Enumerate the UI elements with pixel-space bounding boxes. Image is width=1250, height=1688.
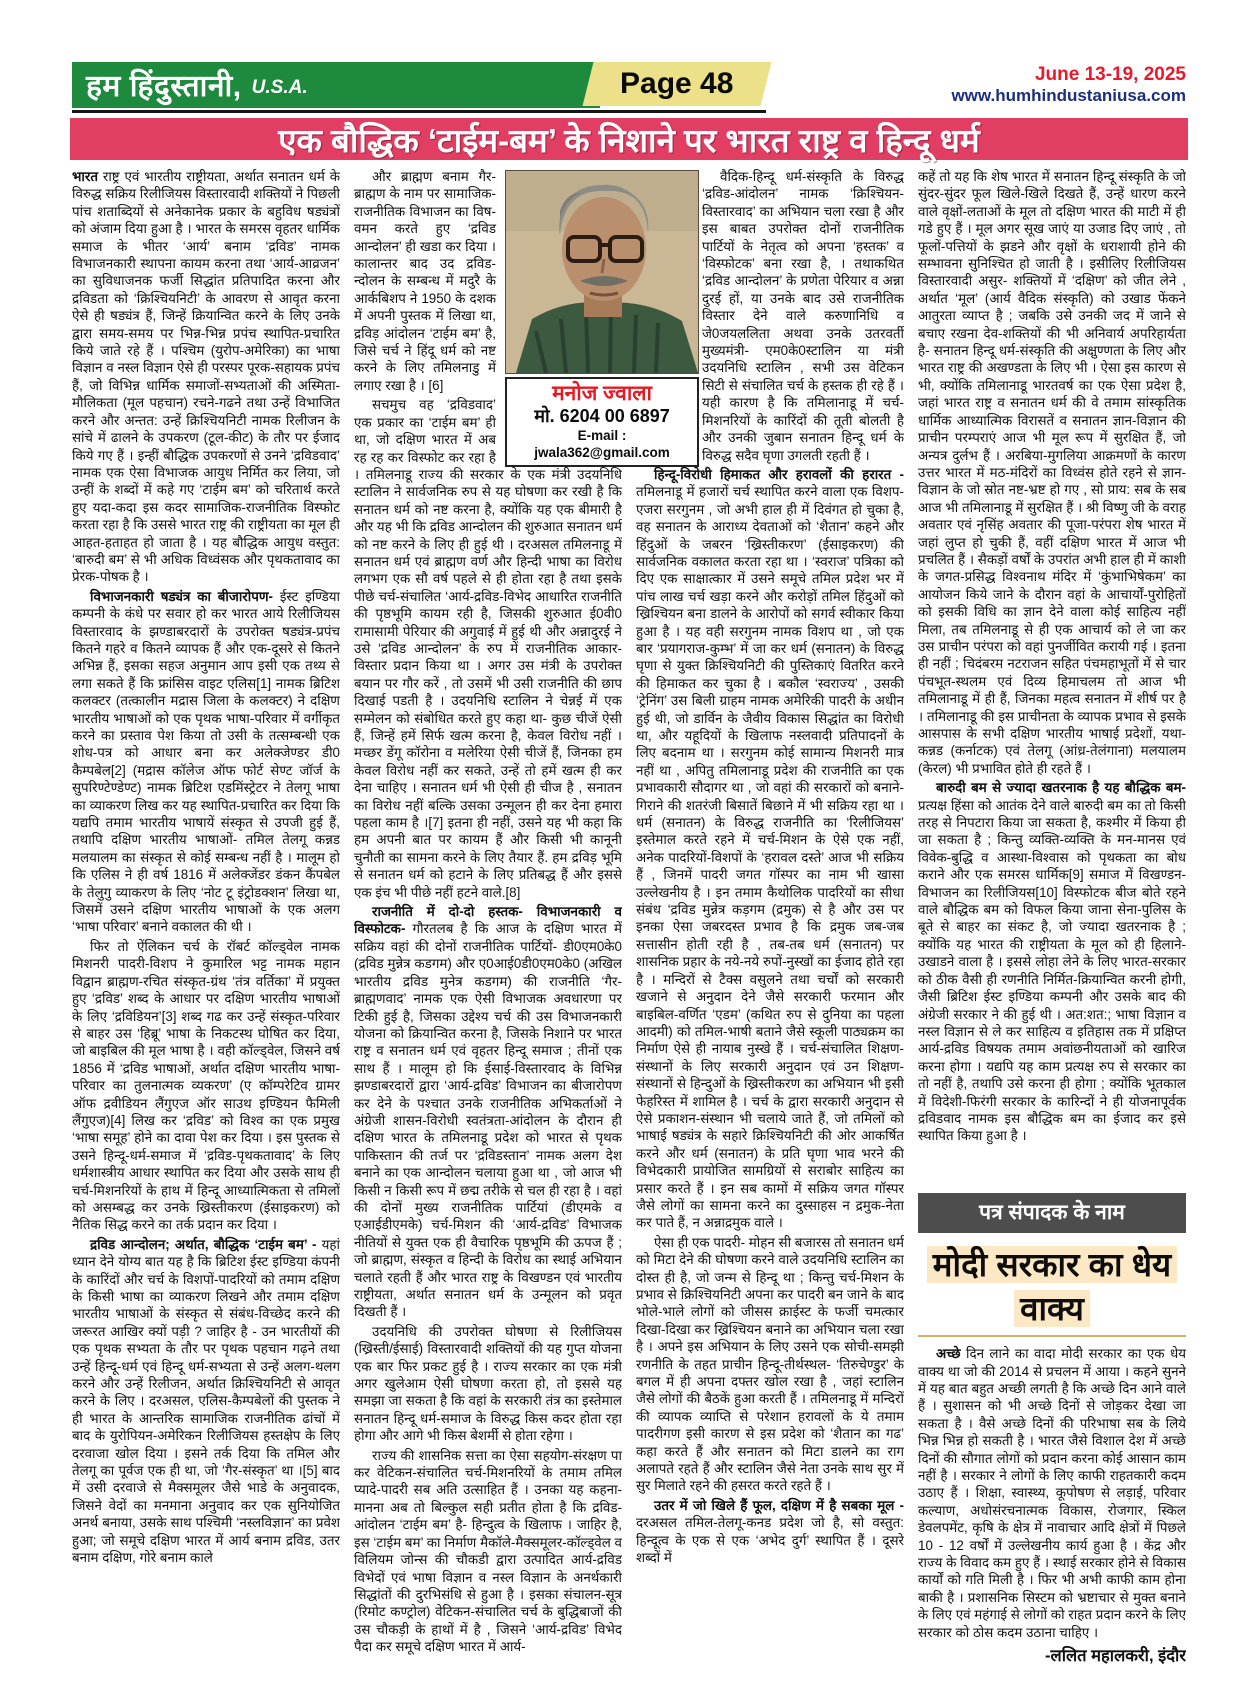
article-paragraph: बारुदी बम से ज्यादा खतरनाक है यह बौद्धिक बम- प्रत्यक्ष हिंसा को आतंक देने वाले बारुदी बम का तो किसी तरह से निपटारा किया जा सकता है, कश्मीर में किया ही जा सकता है ; किन्तु व्यक्ति-व्यक्ति के मन-मानस एवं विवेक-बुद्धि व आस्था-विश्वास को पृथकता का बोध कराने और एक समरस धार्मिक[9] समाज में विखण्डन-विभाजन का रिलीजियस[10] विस्फोटक बीज बोते रहने वाले बौद्धिक बम को विफल किया जाना सेना-पुलिस के बूते से बाहर का संकट है, जो ज्यादा खतरनाक है ; क्योंकि यह भारत की राष्ट्रीयता के मूल को ही हिलाने-उखाडने वाला है । इससे लोहा लेने के लिए भारत-सरकार को ठीक वैसी ही रणनीति निर्मित-क्रियान्वित करनी होगी, जैसी ब्रिटिश ईस्ट इण्डिया कम्पनी और उसके बाद की अंग्रेजी सरकार ने की हुई थी । अत:शत:; भाषा विज्ञान व नस्ल विज्ञान से ले कर साहित्य व इतिहास तक में प्रक्षिप्त आर्य-द्रविड विषयक तमाम अवांछनीयताओं को खारिज करना होगा । यद्यपि यह काम प्रत्यक्ष रुप से सरकार का तो नहीं है, तथापि उसे करना ही होगा ; क्योंकि भूतकाल में विदेशी-फिरंगी सरकार के कारिन्दों ने ही योजनापूर्वक द्रविडवाद नामक इस बौद्धिक बम का ईजाद कर इसे स्थापित किया हुआ है । xyxy=(918,780,1186,1144)
article-paragraph: राजनीति में दो-दो हस्तक- विभाजनकारी व विस्फोटक- गौरतलब है कि आज के दक्षिण भारत में सक्रिय वहां की दोनों राजनीतिक पार्टियों- डी0एम0के0 (द्रविड मुन्नेत्र कडगम) और ए0आई0डी0एम0के0 (अखिल भारतीय द्रविड मुनेत्र कडगम) की राजनीति ‘गैर-ब्राह्मणवाद’ नामक एक ऐसी विभाजक अवधारणा पर टिकी हुई है, जिसका उद्देश्य चर्च की उस विभाजनकारी योजना को क्रियान्वित करना है, जिसके निशाने पर भारत राष्ट्र व सनातन धर्म एवं वृहतर हिन्दू समाज ; तीनों एक साथ हैं । मालूम हो कि ईसाई-विस्तारवाद के विभिन्न झण्डाबरदारों द्वारा ‘आर्य-द्रविड’ विभाजन का बीजारोपण कर देने के पश्चात उनके राजनीतिक अभिकर्ताओं ने अंग्रेजी शासन-विरोधी स्वतंत्रता-आंदोलन के दौरान ही दक्षिण भारत के तमिलनाडू प्रदेश को भारत से पृथक पाकिस्तान की तर्ज पर ‘द्रविडस्तान’ नामक अलग देश बनाने का एक आन्दोलन चलाया हुआ था , जो आज भी किसी न किसी रूप में छद्म तरीके से चल ही रहा है । वहां की दोनों मुख्य राजनीतिक पार्टियां (डीएमके व एआईडीएमके) चर्च-मिशन की ‘आर्य-द्रविड’ विभाजक नीतियों से युक्त एक ही वैचारिक पृष्ठभूमि की ऊपज हैं ; जो ब्राह्मण, संस्कृत व हिन्दी के विरोध का स्थाई अभियान चलाते रहती हैं और भारत राष्ट्र के विखण्डन एवं भारतीय राष्ट्रीयता, अर्थात सनातन धर्म के उन्मूलन को प्रवृत दिखती हैं । xyxy=(354,904,622,1320)
page-number-tab xyxy=(583,62,772,106)
article-paragraph: राज्य की शासनिक सत्ता का ऐसा सहयोग-संरक्षण पा कर वेटिकन-संचालित चर्च-मिशनरियों के तमाम तमिल प्यादे-पादरी सब अति उत्साहित हैं । उनका यह कहना-मानना अब तो बिल्कुल सही प्रतीत होता है कि द्रविड-आंदोलन ‘टाईम बम’ है- हिन्दुत्व के खिलाफ । जाहिर है, इस ‘टाईम बम’ का निर्माण मैकॉले-मैक्समूलर-कॉल्ड्वेल व विलियम जोन्स की चौकडी द्वारा उत्पादित आर्य-द्रविड विभेदों एवं भाषा विज्ञान व नस्ल विज्ञान के अनर्थकारी सिद्धांतों की दुरभिसंधि से हुआ है । इसका संचालन-सूत्र (रिमोट कण्ट्रोल) वेटिकन-संचालित चर्च के बुद्धिबाजों की उस चौकड़ी के हाथों में है , जिसने ‘आर्य-द्रविड’ विभेद पैदा कर समूचे दक्षिण भारत में आर्य- xyxy=(354,1447,622,1655)
masthead xyxy=(72,62,600,108)
headline-band xyxy=(70,118,1188,160)
photo-caption xyxy=(505,377,699,467)
article-paragraph: उदयनिधि की उपरोक्त घोषणा से रिलीजियस (ख्रिस्ती/ईसाई) विस्तारवादी शक्तियों की यह गुप्त योजना एक बार फिर प्रकट हुई है । राज्य सरकार का एक मंत्री अगर खुलेआम ऐसी घोषणा करता हो, तो इससे यह समझा जा सकता है कि वहां के सरकारी तंत्र का इस्तेमाल सनातन हिन्दू धर्म-समाज के विरुद्ध किस कदर होता रहा होगा और आगे भी किस बेशर्मी से होता रहेगा । xyxy=(354,1323,622,1444)
article-paragraph: विभाजनकारी षड्यंत्र का बीजारोपण- ईस्ट इण्डिया कम्पनी के कंधे पर सवार हो कर भारत आये रिलीजियस विस्तारवाद के झण्डाबरदारों के उपरोक्त षड्यंत्र-प्रपंच कितने गहरे व कितने व्यापक हैं और एक-दूसरे से कितने अभिन्न हैं, इसका सहज अनुमान आप इसी एक तथ्य से लगा सकते हैं कि फ्रांसिस वाइट एलिस[1] नामक ब्रिटिश कलक्टर (तत्कालीन मद्रास जिला के कलक्टर) ने दक्षिण भारतीय भाषाओं को एक पृथक भाषा-परिवार में वर्गीकृत करने का प्रस्ताव पेश किया तो उसी के तत्सम्बन्धी एक शोध-पत्र को आधार बना कर अलेक्जेण्डर डी0 कैम्पबेल[2] (मद्रास कॉलेज ऑफ फोर्ट सेण्ट जॉर्ज के सुपरिण्टेण्डेण्ट) नामक ब्रिटिश एडमिंस्ट्रेटर ने तेलगू भाषा का व्याकरण लिख कर यह स्थापित-प्रचारित कर दिया कि यद्यपि तमाम भारतीय भाषायें संस्कृत से उपजी हुई हैं, तथापि दक्षिण भारतीय भाषाओं- तमिल तेलगू कन्नड मलयालम का संस्कृत से कोई सम्बन्ध नहीं है । मालूम हो कि एलिस ने ही वर्ष 1816 में अलेक्जेंडर डंकन कैंपबेल के तेलुगु व्याकरण के लिए ‘नोट टू इंट्रोडक्शन’ लिखा था, जिसमें उसने दक्षिण भारतीय भाषाओं के एक अलग ‘भाषा परिवार’ बनाने वकालत की थी । xyxy=(72,588,340,935)
article-body xyxy=(72,168,1186,1666)
article-paragraph: और ब्राह्मण बनाम गैर-ब्राह्मण के नाम पर सामाजिक-राजनीतिक विभाजन का विष-वमन करते हुए ‘द्रविड आन्दोलन’ ही खडा कर दिया । कालान्तर बाद उद द्रविड-न्दोलन के सम्बन्ध में मदुरै के आर्कबिशप ने 1950 के दशक में अपनी पुस्तक में लिखा था, द्रविड़ आंदोलन ‘टाईम बम’ है, जिसे चर्च ने हिंदू धर्म को नष्ट करने के लिए तमिलनाडु में लगाए रखा है । [6] xyxy=(354,169,496,393)
issue-info xyxy=(766,62,1186,105)
article-paragraph: सचमुच वह ‘द्रविडवाद’ एक प्रकार का ‘टाईम बम’ ही था, जो दक्षिण भारत में अब रह रह कर विस्फोट कर रहा है । तमिलनाडू राज्य की सरकार के एक मंत्री उदयनिधि स्टालिन ने सार्वजनिक रुप से यह घोषणा कर रखी है कि सनातन धर्म को नष्ट करना है, क्योंकि यह एक बीमारी है और यह भी कि द्रविड आन्दोलन की शुरुआत सनातन धर्म को नष्ट करने के लिए ही हुई थी । दरअसल तमिलनाडू में सनातन धर्म एवं ब्राह्मण वर्ण और हिन्दी भाषा का विरोध लगभग एक सौ वर्ष पहले से ही होता रहा है तथा इसके पीछे चर्च-संचालित ‘आर्य-द्रविड-विभेद आधारित राजनीति की पृष्ठभूमि कायम रही है, जिसकी शुरुआत ई0वी0 रामासामी पेरियार की अगुवाई में हुई थी और अन्नादुरई ने उसे ‘द्रविड आन्दोलन’ के रुप में राजनीतिक आकार-विस्तार प्रदान किया था । अगर उस मंत्री के उपरोक्त बयान पर गौर करें , तो उसमें भी उसी राजनीति की छाप दिखाई पडती है । उदयनिधि स्टालिन ने चेन्नई में एक सम्मेलन को संबोधित करते हुए कहा था- कुछ चीजें ऐसी हैं, जिन्हें हमें सिर्फ खत्म करना है, केवल विरोध नहीं । मच्छर डेंगू कॉरोना व मलेरिया ऐसी चीजें हैं, जिनका हम केवल विरोध नहीं कर सकते, उन्हें तो हमें खत्म ही कर देना चाहिए । सनातन धर्म भी ऐसी ही चीज है , सनातन का विरोध नहीं बल्कि उसका उन्मूलन ही कर देना हमारा पहला काम है ।[7] इतना ही नहीं, उसने यह भी कहा कि हम अपनी बात पर कायम हैं और किसी भी कानूनी चुनौती का सामना करने के लिए तैयार हैं. हम द्रविड़ भूमि से सनातन धर्म को हटाने के लिए प्रतिबद्ध हैं और इससे एक इंच भी पीछे नहीं हटने वाले.[8] xyxy=(354,397,622,900)
article-paragraph: फिर तो ऐंलिकन चर्च के रॉबर्ट कॉल्ड्वेल नामक मिशनरी पादरी-विशप ने कुमारिल भट्ट नामक महान विद्वान ब्राह्मण-रचित संस्कृत-ग्रंथ ‘तंत्र वर्तिका’ में प्रयुक्त हुए ‘द्रविड’ शब्द के आधार पर दक्षिण भारतीय भाषाओं के लिए ‘द्रविडियन’[3] शब्द गढ कर उन्हें संस्कृत-परिवार से बाहर उस ‘हिब्रू’ भाषा के निकटस्थ घोषित कर दिया, जो बाइबिल की मूल भाषा है । वही कॉल्ड्वेल, जिसने वर्ष 1856 में ‘द्रविड भाषाओं, अर्थात दक्षिण भारतीय भाषा-परिवार का तुलनात्मक व्यकरण’ (ए कॉम्परेटिव ग्रामर ऑफ द्रवीडियन लैंगुएज ऑर साउथ इण्डियन फैमिली लैंगुएज)[4] लिख कर ‘द्रविड’ को विश्व का एक प्रमुख ‘भाषा समूह’ होने का दावा पेश कर दिया । इस पुस्तक से उसने हिन्दू-धर्म-समाज में ‘द्रविड-पृथकतावाद’ के लिए धर्मशास्त्रीय आधार स्थापित कर दिया और उसके साथ ही चर्च-मिशनरियों के हाथ में हिन्दू आध्यात्मिकता से तमिलों को असम्बद्ध कर उनके ख्रिस्तीकरण (ईसाइकरण) को नैतिक सिद्ध करने का तर्क प्रदान कर दिया । xyxy=(72,938,340,1233)
letter-title: मोदी सरकार का धेय वाक्य xyxy=(918,1243,1186,1337)
article-paragraph: हिन्दू-विरोधी हिमाकत और हरावलों की हरारत - तमिलनाडू में हजारों चर्च स्थापित करने वाला एक विशप- एजरा सरगुनम , जो अभी हाल ही में दिवंगत हो चुका है, वह सनातन के आराध्य देवताओं को ‘शैतान’ कहने और हिंदुओं के जबरन ‘ख्रिस्तीकरण’ (ईसाइकरण) की सार्वजनिक वकालत करता रहा था । ‘स्वराज’ पत्रिका को दिए एक साक्षात्कार में उसने समूचे तमिल प्रदेश भर में पांच लाख चर्च खड़ा करने और करोड़ों तमिल हिंदुओं को ख्रिश्चियन बना डालने के आरोपों को सगर्व स्वीकार किया हुआ है । यह वही सरगुनम नामक विशप था , जो एक बार ‘प्रयागराज-कुम्भ’ में जा कर धर्म (सनातन) के विरुद्ध घृणा से युक्त क्रिश्चियनिटी की पुस्तिकाएं वितरित करने की हिमाकत कर चुका है । बकौल ‘स्वराज्य’ , उसकी ‘ट्रेनिंग’ उस बिली ग्राहम नामक अमेरिकी पादरी के अधीन हुई थी, जो डार्विन के जैवीय विकास सिद्धांत का विरोधी था, और यहूदियों के खिलाफ नस्लवादी प्रतिपादनों के लिए बदनाम था । सरगुनम कोई सामान्य मिशनरी मात्र नहीं था , अपितु तमिलानाडू प्रदेश की राजनीति का एक प्रभावकारी सौदागर था , जो वहां की सरकारों को बनाने-गिराने की शतरंजी बिसातें बिछाने में भी सक्रिय रहा था । धर्म (सनातन) के विरुद्ध राजनीति का ‘रिलीजियस’ इस्तेमाल करते रहने में चर्च-मिशन के ऐसे एक नहीं, अनेक पादरियों-विशपों के ‘हरावल दस्ते’ आज भी सक्रिय हैं , जिनमें पादरी जगत गॉस्पर का नाम भी खासा उल्लेखनीय है । इन तमाम कैथोलिक पादरियों का सीधा संबंध ‘द्रविड मुन्नेत्र कड़गम (द्रमुक) से है और उस पर इनका ऐसा जबरदस्त प्रभाव है कि द्रमुक जब-जब सत्तासीन होती रही है , तब-तब धर्म (सनातन) पर शासनिक प्रहार के नये-नये रुपों-नुस्खों का ईजाद होते रहा है । मन्दिरों से टैक्स वसुलने तथा चर्चों को सरकारी खजाने से अनुदान देने जैसे सरकारी फरमान और बाइबिल-वर्णित ‘एडम’ (कथित रुप से दुनिया का पहला आदमी) को तमिल-भाषी बताने जैसे स्कूली पाठ्यक्रम का निर्माण ऐसे ही नायाब नुस्खे हैं । चर्च-संचालित शिक्षण-संस्थानों के लिए सरकारी अनुदान एवं उन शिक्षण-संस्थानों से हिन्दुओं के ख्रिस्तीकरण का अभियान भी इसी फेहरिस्त में शामिल है । चर्च के द्वारा सरकारी अनुदान से ऐसे प्रकाशन-संस्थान भी चलाये जाते हैं, जो तमिलों को भाषाई षड्यंत्र के सहारे क्रिश्चियनिटी की ओर आकर्षित करने और धर्म (सनातन) के प्रति घृणा भाव भरने की विभेदकारी प्रायोजित सामग्रियों से सराबोर साहित्य का प्रसार करते हैं । इन सब कामों में सक्रिय जगत गॉस्पर जैसे लोगों का सामना करने का दुस्साहस न द्रमुक-नेता कर पाते हैं, न अन्नाद्रमुक वाले । xyxy=(636,466,904,1231)
article-column-4-text xyxy=(918,168,1186,1147)
masthead-group xyxy=(72,62,766,113)
letter-signature: -ललित महालकरी, इंदौर xyxy=(1045,1647,1186,1665)
website-url: www.humhindustaniusa.com xyxy=(951,85,1186,105)
article-paragraph: उतर में जो खिले हैं फूल, दक्षिण में है सबका मूल - दरअसल तमिल-तेलगू-कनड प्रदेश जो है, सो वस्तुत: हिन्दूत्व के एक से एक ‘अभेद दुर्ग’ स्थापित हैं । दूसरे शब्दों में xyxy=(636,1497,904,1566)
page-header xyxy=(72,62,1186,114)
letters-section-label: पत्र संपादक के नाम xyxy=(918,1193,1186,1233)
article-column-1 xyxy=(72,168,340,1666)
author-phone: मो. 6204 00 6897 xyxy=(534,406,670,426)
article-paragraph: वैदिक-हिन्दू धर्म-संस्कृति के विरुद्ध ‘द्रविड-आंदोलन’ नामक ‘क्रिश्चियन-विस्तारवाद’ का अभियान चला रखा है और इस बाबत उपरोक्त दोनों राजनीतिक पार्टियों के नेतृत्व को अपना ‘हस्तक’ व ‘विस्फोटक’ बना रखा है, । तथाकथित ‘द्रविड आन्दोलन’ के प्रणेता पेरियार व अन्ना दुरई हों, या उनके बाद उसे राजनीतिक विस्तार देने वाले करुणानिधि व जे0जयललिता अथवा उनके उतरवर्ती मुख्यमंत्री- एम0के0स्टालिन या मंत्री उदयनिधि स्टालिन , सभी उस वेटिकन सिटी से संचालित चर्च के हस्तक ही रहे हैं । यही कारण है कि तमिलानाडू में चर्च-मिशनरियों के कारिंदों की तूती बोलती है और उनकी जुबान सनातन हिन्दू धर्म के विरुद्ध सदैव घृणा उगलती रहती हैं । xyxy=(702,169,904,463)
letter-body: अच्छे दिन लाने का वादा मोदी सरकार का एक धेय वाक्य था जो की 2014 से प्रचलन में आया । कहने सुनने में यह बात बहुत अच्छी लगती है कि अच्छे दिन आने वाले हैं । सुशासन को भी अच्छे दिनों से जोड़कर देखा जा सकता है । वैसे अच्छे दिनों की परिभाषा सब के लिये भिन्न भिन्न हो सकती है । भारत जैसे विशाल देश में अच्छे दिनों की सौगात लोगों को प्रदान करना कोई आसान काम नहीं है । सरकार ने लोगों के लिए काफी राहतकारी कदम उठाए हैं । शिक्षा, स्वास्थ्य, कूपोषण से लड़ाई, परिवार कल्याण, अधोसंरचनात्मक विकास, रोजगार, स्किल डेवलपमेंट, कृषि के क्षेत्र में नावाचार आदि क्षेत्रों में पिछले 10 - 12 वर्षों में उल्लेखनीय कार्य हुआ है । केंद्र और राज्य के विवाद कम हुए हैं । स्थाई सरकार होने से विकास कार्यों को गति मिली है । फिर भी अभी काफी काम होना बाकी है । प्रशासनिक सिस्टम को भ्रष्टाचार से मुक्त बनाने के लिए एवं महंगाई से लोगों को राहत प्रदान करने के लिए सरकार को ठोस कदम उठाना चाहिए । xyxy=(918,1346,1186,1640)
article-paragraph: द्रविड आन्दोलन; अर्थात, बौद्धिक ‘टाईम बम’ - यहां ध्यान देने योग्य बात यह है कि ब्रिटिश ईस्ट इण्डिया कंपनी के कारिंदों और चर्च के विशपों-पादरियों को तमाम दक्षिण के किसी भाषा का व्याकरण लिखने और तमाम दक्षिण भारतीय भाषाओं के संस्कृत से संबंध-विच्छेद करने की जरूरत आखिर क्यों पड़ी ? जाहिर है - उन भारतीयों की एक पृथक सभ्यता के तौर पर पृथक पहचान गढ़ने तथा उन्हें हिन्दू-धर्म एवं हिन्दू धर्म-सभ्यता से उन्हें अलग-थलग करने और उन्हें रिलीजन, अर्थात क्रिश्चियनिटी से आवृत करने के लिए । दरअसल, एलिस-कैम्पबेलों की पुस्तक ने ही भारत के आन्तरिक सामाजिक राजनीतिक ढांचों में बाद के युरोपियन-अमेरिकन रिलीजियस हस्तक्षेप के लिए दरवाजा खोल दिया । इसने तर्क दिया कि तमिल और तेलगू का पूर्वज एक ही था, जो ‘गैर-संस्कृत’ था ।[5] बाद में उसी दरवाजे से मैक्समूलर जैसे भाडे के अनुवादक, जिसने वेदों का मनमाना अनुवाद कर एक सुनियोजित अनर्थ बनाया, उसके साथ पश्चिमी ‘नस्लविज्ञान’ का प्रवेश हुआ; जो समूचे दक्षिण भारत में आर्य बनाम द्रविड, उतर बनाम दक्षिण, गोरे बनाम काले xyxy=(72,1236,340,1566)
article-paragraph: कहें तो यह कि शेष भारत में सनातन हिन्दू संस्कृति के जो सुंदर-सुंदर फूल खिले-खिले दिखते हैं, उन्हें धारण करने वाले वृक्षों-लताओं के मूल तो दक्षिण भारत की माटी में ही गडे हुए हैं । मूल अगर सूख जाएं या उजाड दिए जाएं , तो फूलों-पत्तियों के झडने और वृक्षों के धराशायी होने की सम्भावना सुनिश्चित हो जाती है । इसीलिए रिलीजियस विस्तारवादी असुर- शक्तियों में ‘दक्षिण’ को जीत लेने , अर्थात ‘मूल’ (आर्य वैदिक संस्कृति) को उखाड फेंकने आतुरता व्याप्त है ; जबकि उसे उनकी जद में जाने से बचाए रखना देव-शक्तियों की भी अनिवार्य अपरिहार्यता है- सनातन हिन्दू धर्म-संस्कृति की अक्षुण्णता के लिए और भारत राष्ट्र की अखण्डता के लिए भी । ऐसा इस कारण से भी, क्योंकि तमिलानाडू भारतवर्ष का एक ऐसा प्रदेश है, जहां भारत राष्ट्र व सनातन धर्म की वे तमाम सांस्कृतिक धार्मिक आध्यात्मिक विरासतें व सनातन ज्ञान-विज्ञान की प्राचीन परम्पराएं आज भी मूल रूप में सुरक्षित हैं, जो अन्यत्र दुर्लभ हैं । अरबिया-मुगलिया आक्रमणों के कारण उत्तर भारत में मठ-मंदिरों का विध्वंस होते रहने से ज्ञान-विज्ञान के जो स्रोत नष्ट-भ्रष्ट हो गए , सो प्राय: सब के सब आज भी तमिलानाडू में सुरक्षित हैं । श्री विष्णु जी के वराह अवतार एवं नृसिंह अवतार की पूजा-परंपरा शेष भारत में जहां लुप्त हो चुकी हैं, वहीं दक्षिण भारत में आज भी प्रचलित हैं । सैकड़ों वर्षों के उपरांत अभी हाल ही में काशी के जगत-प्रसिद्ध विश्वनाथ मंदिर में ‘कुंभाभिषेकम’ का आयोजन किये जाने के दौरान वहां के आचार्यों-पुरोहितों को इसकी विधि का ज्ञान देने वाला कोई साहित्य नहीं मिला, तब तमिलनाडू से ही एक आचार्य को ले जा कर उस प्राचीन परंपरा को वहां पुनर्जीवित करायी गई । इतना ही नहीं ; चिदंबरम नटराजन सहित पंचमहाभूतों में से चार पंचभूत-स्थलम एवं दिव्य हिमाचलम तो आज भी तमिलानाडू में ही हैं, जिनका महत्व सनातन में शीर्ष पर है । तमिलानाडू की इस प्राचीनता के व्यापक प्रभाव से इसके आसपास के सभी दक्षिण भारतीय भाषाई प्रदेशों, यथा- कन्नड (कर्नाटक) एवं तेलगू (आंध्र-तेलंगाना) मलयालम (केरल) भी प्रभावित होते ही रहते हैं । xyxy=(918,169,1186,776)
issue-date: June 13-19, 2025 xyxy=(1034,64,1186,85)
masthead-usa: U.S.A. xyxy=(251,77,308,98)
author-name: मनोज ज्वाला xyxy=(552,382,652,405)
author-email: E-mail : jwala362@gmail.com xyxy=(534,428,670,460)
article-paragraph: ऐसा ही एक पादरी- मोहन सी बजारस तो सनातन धर्म को मिटा देने की घोषणा करने वाले उदयनिधि स्टालिन का दोस्त ही है, जो जन्म से हिन्दू था ; किन्तु चर्च-मिशन के प्रभाव से क्रिश्चियनिटी अपना कर पादरी बन जाने के बाद भोले-भाले लोगों को जीसस क्राईस्ट के फर्जी चमत्कार दिखा-दिखा कर ख्रिश्चियन बनाने का अभियान चला रखा है । अपने इस अभियान के लिए उसने एक सोची-समझी रणनीति के तहत प्राचीन हिन्दू-तीर्थस्थल- ‘तिरुचेण्डुर’ के बगल में ही अपना दफ्तर खोल रखा है , जहां स्टालिन जैसे लोगों की बैठकें हुआ करती हैं । तमिलनाडू में मन्दिरों की व्यापक व्याप्ति से परेशान हरावलों के ये तमाम पादरीगण इसी कारण से इस प्रदेश को ‘शैतान का गढ’ कहा करते हैं और सनातन को मिटा डालने का राग अलापते रहते हैं और स्टालिन जैसे नेता उनके साथ सुर में सुर मिलाते रहने की हसरत करते रहते हैं । xyxy=(636,1234,904,1494)
letters-section xyxy=(918,1193,1186,1666)
portrait-photo xyxy=(505,170,699,374)
photo-block xyxy=(505,170,699,467)
article-paragraph: भारत राष्ट्र एवं भारतीय राष्ट्रीयता, अर्थात सनातन धर्म के विरुद्ध सक्रिय रिलीजियस विस्तारवादी शक्तियों ने पिछली पांच शताब्दियों से अनेकानेक प्रकार के बहुविध षड्यंत्रों को अंजाम दिया हुआ है । भारत के समरस वृहतर धार्मिक समाज के भीतर ‘आर्य’ बनाम ‘द्रविड’ नामक विभाजनकारी स्थापना कायम करना तथा ‘आर्य-आव्रजन’ का सुविधाजनक फर्जी सिद्धांत प्रतिपादित करना और द्रविडता को ‘क्रिश्चियनिटी’ के आवरण से आवृत करना ऐसे ही षड्यंत्र हैं, जिन्हें क्रियान्वित करने के लिए उनके द्वारा समय-समय पर भिन्न-भिन्न प्रपंच स्थापित-प्रचारित किये जाते रहे हैं । पश्चिम (युरोप-अमेरिका) का भाषा विज्ञान व नस्ल विज्ञान ऐसे ही परस्पर पूरक-सहायक प्रपंच हैं, जो विभिन्न धार्मिक समाजों-सभ्यताओं की अस्मिता-मौलिकता (मूल पहचान) रचने-गढने तथा उन्हें विभाजित करने और अन्तत: उन्हें क्रिश्चियनिटी नामक रिलीजन के सांचे में ढालने के उपकरण (टूल-कीट) के तौर पर ईजाद किये गए हैं । इन्हीं बौद्धिक उपकरणों से उनने ‘द्रविडवाद’ नामक एक ऐसा विभाजक आयुध निर्मित कर लिया, जो उन्हीं के शब्दों में कहे गए ‘टाईम बम’ को चरितार्थ करते हुए यदा-कदा इस कदर सामाजिक-राजनीतिक विस्फोट करता रहा है कि उससे भारत राष्ट्र की राष्ट्रीयता का मूल ही आहत-हताहत हो जाता है । यह बौद्धिक आयुध वस्तुत: ‘बारुदी बम’ से भी अधिक विध्वंसक और पृथकतावाद का प्रेरक-पोषक है । xyxy=(72,169,340,585)
article-column-4 xyxy=(918,168,1186,1666)
masthead-title: हम हिंदुस्तानी, xyxy=(86,69,242,103)
main-headline: एक बौद्धिक ‘टाईम-बम’ के निशाने पर भारत राष्ट्र व हिन्दू धर्म xyxy=(278,121,980,159)
page-number: Page 48 xyxy=(620,67,734,100)
